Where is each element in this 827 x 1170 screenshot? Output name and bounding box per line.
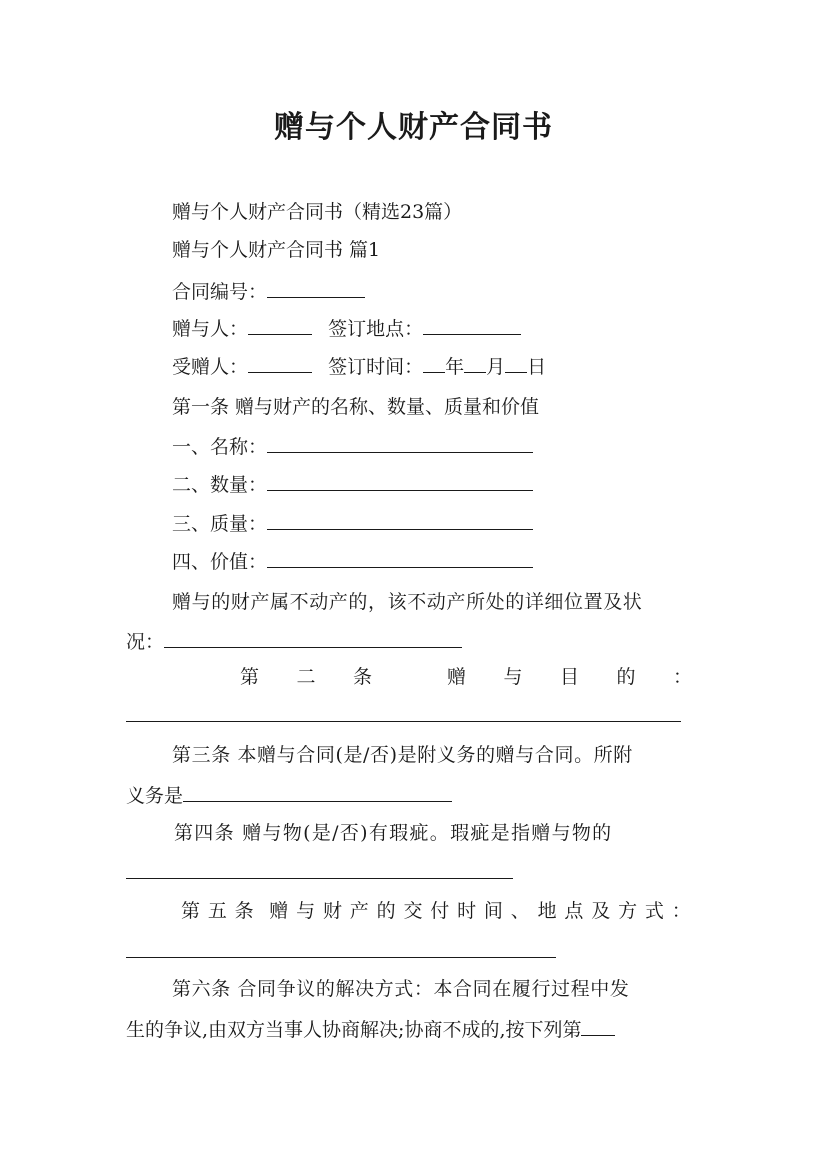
item-value-row (172, 549, 533, 574)
article-5-char: 付 (430, 900, 450, 922)
donee-label: 受赠人： (172, 356, 249, 378)
contract-number-row (172, 279, 365, 304)
sign-time-label: 签订时间： (328, 356, 424, 378)
day-label: 日 (527, 356, 547, 378)
realty-line-2 (126, 629, 462, 654)
article-3-line-2 (126, 783, 452, 808)
article-5-char: 第 (181, 900, 201, 922)
article-2-blank (126, 721, 681, 722)
donor-blank (248, 316, 312, 335)
item-name-row (172, 434, 533, 459)
article-2-char: 二 (296, 666, 316, 688)
article-2-char: 目 (559, 666, 579, 688)
article-2-char: 第 (240, 666, 260, 688)
year-blank (423, 354, 445, 373)
article-5-char: 时 (457, 900, 477, 922)
article-5-char: 财 (322, 900, 342, 922)
day-blank (505, 354, 527, 373)
article-6-line-1: 第六条 合同争议的解决方式：本合同在履行过程中发 (172, 978, 630, 1000)
article-6-line-2-text: 生的争议,由双方当事人协商解决;协商不成的,按下列第 (126, 1019, 582, 1041)
article-6-line-2 (126, 1017, 615, 1042)
realty-blank (164, 629, 462, 648)
article-4-blank (126, 878, 513, 879)
item-quality-label: 三、质量： (172, 513, 268, 535)
article-3-line-1: 第三条 本赠与合同(是/否)是附义务的赠与合同。所附 (172, 744, 633, 766)
article-5-char: 方 (618, 900, 638, 922)
article-5-row (181, 899, 691, 923)
article-2-char: 的 (616, 666, 636, 688)
donor-row (172, 316, 521, 341)
article-5-blank (126, 957, 556, 958)
article-2-char: 与 (503, 666, 523, 688)
subtitle: 赠与个人财产合同书（精选23篇） (172, 201, 463, 223)
item-name-label: 一、名称： (172, 436, 268, 458)
article-2-char: ： (672, 666, 692, 688)
sign-place-blank (423, 316, 521, 335)
article-4-line-1: 第四条 赠与物(是/否)有瑕疵。瑕疵是指赠与物的 (174, 822, 613, 844)
document-title: 赠与个人财产合同书 (274, 110, 553, 145)
donor-label: 赠与人： (172, 318, 249, 340)
article-3-line-2-text: 义务是 (126, 785, 184, 807)
sign-place-label: 签订地点： (328, 318, 424, 340)
donee-blank (248, 354, 312, 373)
article-5-char: 及 (591, 900, 611, 922)
realty-line-1: 赠与的财产属不动产的，该不动产所处的详细位置及状 (172, 591, 643, 613)
article-5-char: 式 (644, 900, 664, 922)
item-quality-row (172, 511, 533, 536)
item-quantity-row (172, 472, 533, 497)
article-5-char: 、 (510, 900, 530, 922)
article-1: 第一条 赠与财产的名称、数量、质量和价值 (172, 396, 540, 418)
article-5-char: 条 (234, 900, 254, 922)
article-5-char: 点 (564, 900, 584, 922)
contract-number-blank (267, 279, 365, 298)
article-5-char: 交 (403, 900, 423, 922)
item-name-blank (267, 434, 533, 453)
item-quantity-label: 二、数量： (172, 474, 268, 496)
item-quantity-blank (267, 472, 533, 491)
realty-line-2-text: 况： (126, 631, 165, 653)
article-5-char: 五 (207, 900, 227, 922)
article-6-blank (581, 1017, 615, 1036)
section-heading: 赠与个人财产合同书 篇1 (172, 239, 381, 261)
item-value-label: 四、价值： (172, 551, 268, 573)
article-2-row (240, 665, 692, 689)
article-5-char: ： (671, 900, 691, 922)
article-5-char: 与 (296, 900, 316, 922)
item-quality-blank (267, 511, 533, 530)
article-2-char: 赠 (446, 666, 466, 688)
month-label: 月 (486, 356, 506, 378)
contract-number-label: 合同编号： (172, 281, 268, 303)
month-blank (464, 354, 486, 373)
year-label: 年 (445, 356, 465, 378)
article-5-char: 的 (376, 900, 396, 922)
article-5-char: 间 (483, 900, 503, 922)
article-3-blank (183, 783, 452, 802)
donee-row (172, 354, 546, 379)
article-5-char: 地 (537, 900, 557, 922)
article-5-char: 赠 (269, 900, 289, 922)
article-2-char: 条 (353, 666, 373, 688)
item-value-blank (267, 549, 533, 568)
article-5-char: 产 (349, 900, 369, 922)
